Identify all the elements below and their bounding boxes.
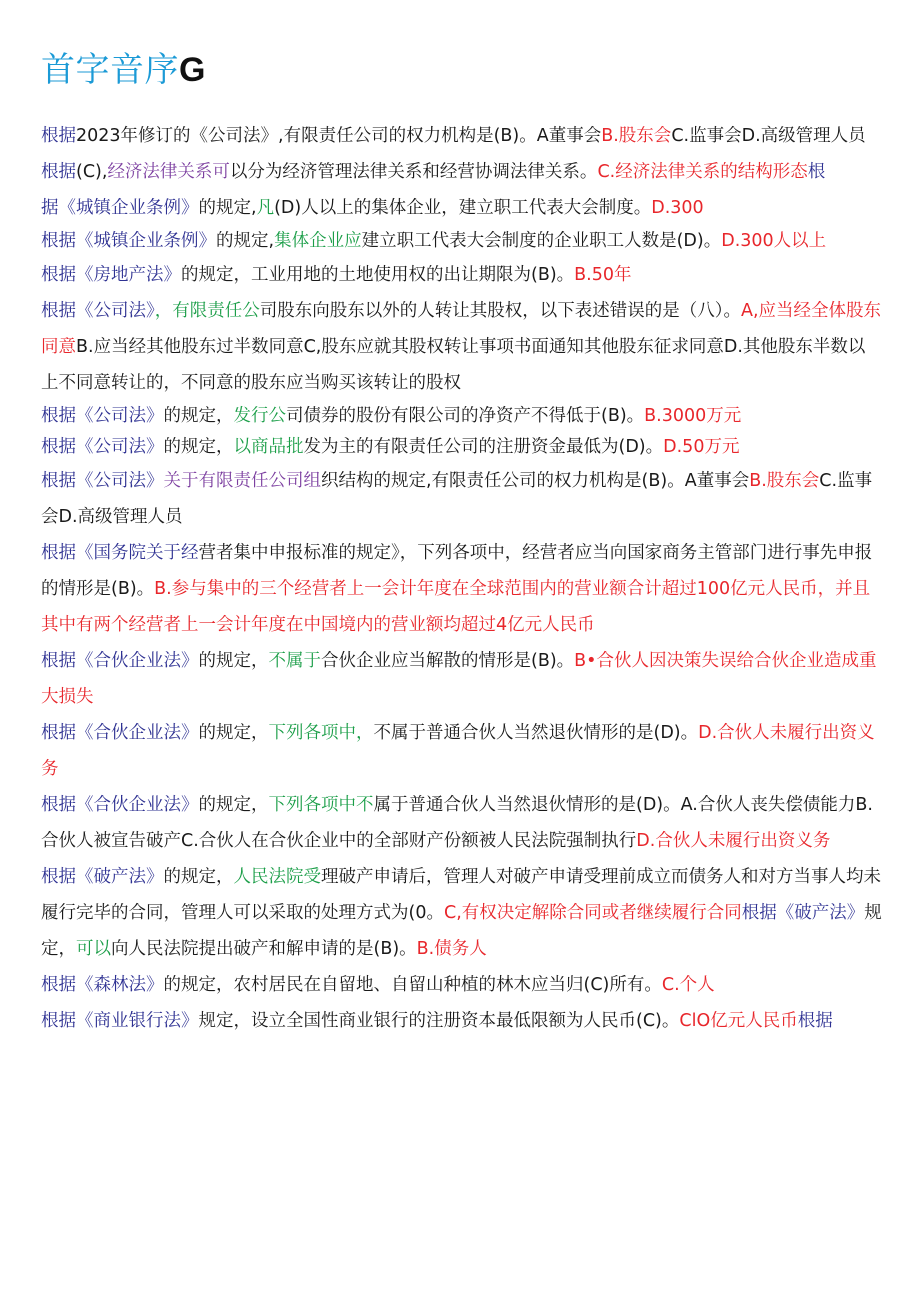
question-text: 发行公 [233,406,286,426]
law-reference: 根据《商业银行法》 [41,1011,199,1031]
law-reference: 根据 [41,162,76,182]
question-item [41,535,882,643]
question-text: B.应当经其他股东过半数同意C,股东应就其股权转让事项书面通知其他股东征求同意D.其他股东半数以上不同意转让的，不同意的股东应当购买该转让的股权 [41,337,866,393]
question-text: 的规定， [163,406,234,426]
question-item [41,1003,882,1039]
question-item [41,401,882,432]
question-text: 的规定， [198,651,269,671]
answer-text: B.3000万元 [644,406,742,426]
question-text: 营者集中申报标准的规定》，下列各项中，经营者应当向国家商务主管部门进行事先申报的情形是(B)。 [41,543,873,599]
answer-text: A,应当经全体股东同意 [41,301,882,357]
question-text: 属于普通合伙人当然退伙情形的是(D)。A.合伙人丧失偿债能力B.合伙人被宣告破产C.合伙人在合伙企业中的全部财产份额被人民法院强制执行 [41,795,873,851]
question-text: 的规定， [198,795,269,815]
answer-text: C.个人 [661,975,715,995]
question-text: 规定，设立全国性商业银行的注册资本最低限额为人民币(C)。 [198,1011,680,1031]
law-reference: 根据《公司法》 [41,437,164,457]
answer-text: ClO亿元人民币 [679,1011,798,1031]
question-text: 的规定, [198,198,257,218]
question-text: (C), [76,162,108,182]
law-reference: 根据《合伙企业法》 [41,795,199,815]
question-text: 发为主的有限责任公司的注册资金最低为(D)。 [303,437,664,457]
question-text: 理破产申请后，管理人对破产申请受理前成立而债务人和对方当事人均未履行完毕的合同，管理人可以采取的处理方式为(0。 [41,867,881,923]
question-item [41,293,882,401]
question-text: 合伙企业应当解散的情形是(B)。 [321,651,575,671]
question-text: 的规定，工业用地的土地使用权的出让期限为(B)。 [181,265,575,285]
law-reference: 根据《破产法》 [41,867,164,887]
law-reference: 根据《公司法》 [41,301,155,321]
question-item [41,257,882,293]
section-heading [41,48,882,92]
answer-text: B.债务人 [416,939,487,959]
question-text: 集体企业应 [274,231,362,251]
question-item [41,154,882,190]
question-item [41,463,882,535]
question-text: 可以 [76,939,111,959]
law-reference: 据《城镇企业条例》 [41,198,199,218]
heading-main: 首字音序 [41,50,179,90]
question-text: 下列各项中， [268,723,374,743]
question-item [41,787,882,859]
question-list [41,118,882,1039]
question-text: 建立职工代表大会制度的企业职工人数是(D)。 [361,231,722,251]
answer-text: B.50年 [574,265,632,285]
answer-text: D.合伙人未履行出资义务 [41,723,875,779]
answer-text: D.50万元 [663,437,740,457]
question-text: 织结构的规定,有限责任公司的权力机构是(B)。A董事会 [321,471,750,491]
question-text: 经济法律关系可 [107,162,230,182]
question-text: 的规定， [163,867,234,887]
answer-text: B•合伙人因决策失误给合伙企业造成重大损失 [41,651,877,707]
question-text: 2023年修订的《公司法》,有限责任公司的权力机构是(B)。A董事会 [76,126,602,146]
question-item [41,967,882,1003]
answer-text: C,有权决定解除合同或者继续履行合同 [443,903,742,923]
heading-letter: G [179,51,206,89]
question-text: ，有限责任公 [154,301,260,321]
law-reference: 根据《公司法》 [41,471,164,491]
answer-text: B.股东会 [601,126,672,146]
answer-text: D.300人以上 [721,231,827,251]
law-reference: 根据《房地产法》 [41,265,181,285]
answer-text: C.经济法律关系的结构形态 [597,162,808,182]
law-reference: 根据《城镇企业条例》 [41,231,216,251]
question-text: 的规定， [198,723,269,743]
question-item [41,190,882,226]
question-text: (D)人以上的集体企业，建立职工代表大会制度。 [274,198,652,218]
question-item [41,643,882,715]
question-item [41,226,882,257]
law-reference: 根据《合伙企业法》 [41,651,199,671]
question-item [41,118,882,154]
law-reference: 根据 [41,126,76,146]
law-reference: 根据《森林法》 [41,975,164,995]
question-text: 的规定，农村居民在自留地、自留山种植的林木应当归(C)所有。 [163,975,662,995]
answer-text: B.股东会 [749,471,820,491]
question-text: C.监事会D.高级管理人员 [41,471,873,527]
question-item [41,715,882,787]
question-text: 以商品批 [233,437,304,457]
answer-text: D.300 [651,198,704,218]
question-item [41,432,882,463]
question-text: 的规定, [216,231,275,251]
law-reference: 根据《破产法》 [741,903,865,923]
answer-text: B.参与集中的三个经营者上一会计年度在全球范围内的营业额合计超过100亿元人民币，并且其中有两个经营者上一会计年度在中国境内的营业额均超过4亿元人民币 [41,579,871,635]
question-text: 的规定， [163,437,234,457]
question-text: 司股东向股东以外的人转让其股权，以下表述错误的是（八）。 [259,301,741,321]
question-text: 人民法院受 [233,867,321,887]
question-text: C.监事会D.高级管理人员 [671,126,866,146]
law-reference: 根据《合伙企业法》 [41,723,199,743]
law-reference: 根据 [797,1011,833,1031]
question-text: 司债券的股份有限公司的净资产不得低于(B)。 [286,406,645,426]
question-text: 下列各项中不 [268,795,374,815]
question-text: 关于有限责任公司组 [163,471,321,491]
question-text: 不属于 [268,651,321,671]
question-text: 规定， [41,903,882,959]
law-reference: 根据《公司法》 [41,406,164,426]
question-item [41,859,882,967]
law-reference: 根 [807,162,826,182]
question-text: 以分为经济管理法律关系和经营协调法律关系。 [229,162,598,182]
law-reference: 根据《国务院关于经 [41,543,199,563]
question-text: 向人民法院提出破产和解申请的是(B)。 [111,939,417,959]
answer-text: D.合伙人未履行出资义务 [636,831,831,851]
question-text: 不属于普通合伙人当然退伙情形的是(D)。 [373,723,699,743]
question-text: 凡 [256,198,275,218]
